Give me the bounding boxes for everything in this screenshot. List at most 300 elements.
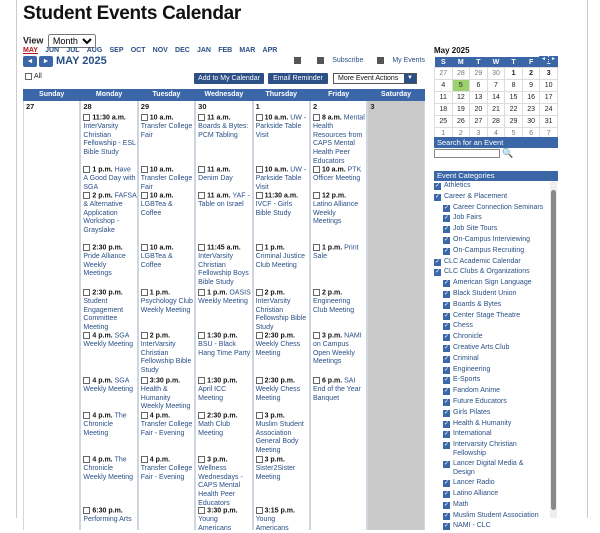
- event-title[interactable]: UW - Parkside Table Visit: [255, 114, 307, 139]
- checkbox-checked-icon[interactable]: ✓: [443, 431, 450, 438]
- mini-day[interactable]: 17: [540, 92, 558, 104]
- event-checkbox[interactable]: [198, 166, 205, 173]
- category-item[interactable]: [443, 279, 547, 288]
- event-checkbox[interactable]: [198, 412, 205, 419]
- mini-day[interactable]: 13: [470, 92, 488, 104]
- event-title[interactable]: LGBTea & Coffee: [140, 201, 173, 217]
- month-link[interactable]: JAN: [196, 47, 211, 54]
- month-link[interactable]: OCT: [130, 47, 146, 54]
- checkbox-checked-icon[interactable]: ✓: [434, 269, 441, 276]
- category-item[interactable]: [443, 322, 547, 331]
- checkbox-checked-icon[interactable]: ✓: [443, 409, 450, 416]
- event-time: 3:30 p.m.: [149, 377, 181, 385]
- event-title[interactable]: Performing Arts: [83, 516, 132, 524]
- event-item[interactable]: [198, 456, 251, 509]
- month-link[interactable]: SEP: [109, 47, 124, 54]
- select-all-label: All: [34, 73, 42, 80]
- mini-day[interactable]: 19: [452, 104, 470, 116]
- event-item[interactable]: [313, 289, 366, 315]
- event-checkbox[interactable]: [141, 456, 148, 463]
- category-label: Math: [453, 500, 469, 508]
- mini-day[interactable]: 5: [505, 128, 523, 140]
- category-item[interactable]: [443, 333, 547, 342]
- mini-day[interactable]: 9: [522, 80, 540, 92]
- event-checkbox[interactable]: [256, 166, 263, 173]
- event-title[interactable]: IVCF - Girls Bible Study: [255, 201, 293, 217]
- event-checkbox[interactable]: [313, 377, 320, 384]
- event-title[interactable]: Math Club Meeting: [198, 421, 231, 437]
- event-checkbox[interactable]: [198, 456, 205, 463]
- event-item[interactable]: [141, 192, 194, 218]
- event-title[interactable]: Have A Good Day with SGA: [83, 166, 136, 191]
- category-item[interactable]: [443, 409, 547, 418]
- event-title[interactable]: Psychology Club Weekly Meeting: [140, 298, 193, 314]
- category-item[interactable]: [443, 214, 547, 223]
- event-item[interactable]: [83, 289, 136, 333]
- month-links: [23, 47, 284, 54]
- mini-day[interactable]: 28: [452, 68, 470, 80]
- event-checkbox[interactable]: [198, 289, 205, 296]
- category-item[interactable]: [443, 420, 547, 429]
- category-list: [434, 182, 558, 530]
- event-checkbox[interactable]: [198, 507, 205, 514]
- event-checkbox[interactable]: [256, 244, 263, 251]
- event-item[interactable]: [83, 377, 136, 395]
- checkbox-checked-icon[interactable]: ✓: [443, 280, 450, 287]
- event-item[interactable]: [141, 244, 194, 270]
- event-title[interactable]: Latino Alliance Weekly Meetings: [312, 201, 359, 226]
- event-title[interactable]: NAMI on Campus Open Weekly Meetings: [312, 332, 362, 366]
- checkbox-checked-icon[interactable]: ✓: [443, 301, 450, 308]
- event-checkbox[interactable]: [141, 289, 148, 296]
- event-item[interactable]: [141, 412, 194, 438]
- checkbox-checked-icon[interactable]: ✓: [443, 420, 450, 427]
- event-item[interactable]: [83, 244, 136, 279]
- mini-day[interactable]: 15: [505, 92, 523, 104]
- event-item[interactable]: [141, 377, 194, 412]
- category-item[interactable]: [443, 460, 547, 477]
- event-checkbox[interactable]: [141, 114, 148, 121]
- category-item[interactable]: [443, 441, 547, 458]
- event-title[interactable]: April ICC Meeting: [198, 386, 227, 402]
- checkbox-checked-icon[interactable]: ✓: [443, 480, 450, 487]
- event-title[interactable]: The Chronicle Weekly Meeting: [83, 456, 134, 481]
- checkbox-checked-icon[interactable]: ✓: [443, 388, 450, 395]
- category-item[interactable]: [434, 182, 547, 191]
- month-link[interactable]: DEC: [175, 47, 190, 54]
- event-checkbox[interactable]: [313, 166, 320, 173]
- event-time: 4 p.m.: [92, 332, 115, 340]
- event-time: 3 p.m.: [207, 456, 228, 464]
- event-title[interactable]: Pride Alliance Weekly Meetings: [83, 253, 126, 278]
- checkbox-checked-icon[interactable]: ✓: [443, 237, 450, 243]
- event-checkbox[interactable]: [83, 166, 90, 173]
- print-icon[interactable]: [288, 57, 303, 64]
- event-item[interactable]: [198, 166, 251, 184]
- month-link[interactable]: NOV: [152, 47, 168, 54]
- event-title[interactable]: Sister2Sister Meeting: [255, 465, 296, 481]
- mini-day[interactable]: 11: [435, 92, 453, 104]
- event-title[interactable]: SAI End of the Year Banquet: [312, 377, 361, 402]
- event-checkbox[interactable]: [141, 192, 148, 199]
- event-title[interactable]: LGBTea & Coffee: [140, 253, 173, 269]
- event-item[interactable]: [83, 192, 136, 236]
- mini-calendar-title: May 2025: [434, 46, 470, 55]
- mini-day[interactable]: 7: [487, 80, 505, 92]
- event-checkbox[interactable]: [141, 166, 148, 173]
- event-item[interactable]: [141, 166, 194, 192]
- event-title[interactable]: The Chronicle Meeting: [83, 412, 127, 437]
- category-label: Engineering: [453, 365, 491, 373]
- mini-day[interactable]: 3: [470, 128, 488, 140]
- category-item[interactable]: [434, 193, 547, 202]
- mini-day[interactable]: 5: [452, 80, 470, 92]
- mini-day[interactable]: 2: [522, 68, 540, 80]
- category-item[interactable]: [443, 225, 547, 234]
- category-label: Intervarsity Christian Fellowship: [453, 441, 517, 457]
- mini-day[interactable]: 4: [487, 128, 505, 140]
- event-title[interactable]: InterVarsity Christian Fellowship - ESL Bible Study: [83, 123, 136, 157]
- mini-day[interactable]: 27: [470, 116, 488, 128]
- event-checkbox[interactable]: [313, 114, 320, 121]
- event-time: 11 a.m.: [207, 192, 233, 200]
- day-cell: [80, 101, 137, 530]
- event-checkbox[interactable]: [198, 192, 205, 199]
- event-checkbox[interactable]: [256, 456, 263, 463]
- mini-day[interactable]: 27: [435, 68, 453, 80]
- event-item[interactable]: [256, 507, 309, 533]
- email-reminder-button[interactable]: Email Reminder: [268, 73, 328, 84]
- event-title[interactable]: Transfer College Fair: [140, 123, 193, 139]
- event-checkbox[interactable]: [256, 507, 263, 514]
- checkbox-checked-icon[interactable]: ✓: [443, 247, 450, 254]
- event-checkbox[interactable]: [83, 192, 90, 199]
- category-item[interactable]: [443, 387, 547, 396]
- checkbox-checked-icon[interactable]: ✓: [443, 334, 450, 341]
- event-checkbox[interactable]: [256, 332, 263, 339]
- checkbox-checked-icon[interactable]: ✓: [443, 312, 450, 319]
- mini-day[interactable]: 2: [452, 128, 470, 140]
- event-title[interactable]: SGA Weekly Meeting: [83, 332, 134, 349]
- event-title[interactable]: SGA Weekly Meeting: [83, 377, 134, 394]
- event-item[interactable]: [198, 377, 251, 403]
- category-item[interactable]: [443, 512, 547, 521]
- checkbox-checked-icon[interactable]: ✓: [443, 355, 450, 362]
- event-title[interactable]: Transfer College Fair: [140, 175, 193, 191]
- event-item[interactable]: [256, 244, 309, 270]
- event-checkbox[interactable]: [256, 412, 263, 419]
- event-time: 10 a.m.: [149, 166, 174, 174]
- event-checkbox[interactable]: [83, 412, 90, 419]
- checkbox-checked-icon[interactable]: ✓: [443, 226, 450, 233]
- event-title[interactable]: Weekly Chess Meeting: [255, 341, 301, 357]
- event-title[interactable]: Mental Health Resources from CAPS Mental Health Peer Educators: [312, 114, 365, 165]
- event-title[interactable]: BSU - Black Hang Time Party: [198, 341, 251, 357]
- month-link[interactable]: FEB: [218, 47, 233, 54]
- event-item[interactable]: [313, 332, 366, 367]
- event-checkbox[interactable]: [141, 244, 148, 251]
- event-item[interactable]: [313, 377, 366, 403]
- event-item[interactable]: [198, 507, 251, 533]
- mini-next-button[interactable]: ►: [549, 56, 558, 63]
- event-item[interactable]: [141, 289, 194, 315]
- event-title[interactable]: Denim Day: [198, 175, 233, 183]
- event-checkbox[interactable]: [198, 332, 205, 339]
- event-checkbox[interactable]: [83, 114, 90, 121]
- search-icon[interactable]: 🔍: [502, 148, 514, 158]
- checkbox-checked-icon[interactable]: ✓: [443, 461, 450, 468]
- mini-day[interactable]: 14: [487, 92, 505, 104]
- mini-day[interactable]: 10: [540, 80, 558, 92]
- month-link[interactable]: JUN: [45, 47, 60, 54]
- event-checkbox[interactable]: [256, 289, 263, 296]
- event-item[interactable]: [83, 412, 136, 438]
- mini-day[interactable]: 25: [435, 116, 453, 128]
- month-link[interactable]: MAY: [23, 47, 38, 54]
- prev-month-button[interactable]: ◄: [23, 56, 37, 67]
- category-item[interactable]: [434, 268, 547, 277]
- checkbox-checked-icon[interactable]: ✓: [443, 291, 450, 297]
- event-item[interactable]: [141, 456, 194, 482]
- category-scrollbar[interactable]: [550, 182, 557, 518]
- checkbox-checked-icon[interactable]: ✓: [443, 399, 450, 405]
- event-time: 2:30 p.m.: [264, 377, 295, 385]
- mini-day[interactable]: 31: [540, 116, 558, 128]
- event-item[interactable]: [198, 114, 251, 140]
- event-item[interactable]: [198, 244, 251, 288]
- checkbox-checked-icon[interactable]: ✓: [443, 442, 450, 449]
- category-item[interactable]: [443, 344, 547, 353]
- event-checkbox[interactable]: [198, 244, 205, 251]
- event-title[interactable]: Young Americans: [255, 516, 289, 532]
- event-item[interactable]: [256, 456, 309, 482]
- category-item[interactable]: [443, 236, 547, 245]
- event-item[interactable]: [198, 192, 251, 210]
- event-title[interactable]: Engineering Club Meeting: [312, 298, 355, 314]
- mini-prev-button[interactable]: ◄: [539, 56, 548, 63]
- event-checkbox[interactable]: [198, 377, 205, 384]
- event-title[interactable]: Health & Humanity Weekly Meeting: [140, 386, 191, 411]
- event-checkbox[interactable]: [256, 114, 263, 121]
- mini-day[interactable]: 1: [435, 128, 453, 140]
- mini-day[interactable]: 18: [435, 104, 453, 116]
- checkbox-checked-icon[interactable]: ✓: [443, 366, 450, 373]
- category-item[interactable]: [443, 430, 547, 439]
- category-item[interactable]: [443, 490, 547, 499]
- month-link[interactable]: MAR: [239, 47, 256, 54]
- event-item[interactable]: [313, 244, 366, 262]
- checkbox-checked-icon[interactable]: ✓: [443, 512, 450, 519]
- search-input[interactable]: [434, 149, 500, 158]
- event-item[interactable]: [313, 192, 366, 227]
- category-label: Fandom Anime: [453, 387, 501, 395]
- event-item[interactable]: [256, 412, 309, 456]
- event-checkbox[interactable]: [83, 244, 90, 251]
- event-checkbox[interactable]: [313, 244, 320, 251]
- calendar-icon: [317, 57, 324, 64]
- checkbox-checked-icon[interactable]: ✓: [434, 183, 441, 189]
- checkbox-checked-icon[interactable]: ✓: [443, 523, 450, 530]
- event-title[interactable]: Muslim Student Association General Body Meeting: [255, 421, 304, 455]
- checkbox-checked-icon[interactable]: ✓: [434, 193, 441, 200]
- event-title[interactable]: Transfer College Fair - Evening: [140, 465, 193, 481]
- category-item[interactable]: [443, 376, 547, 385]
- event-item[interactable]: [83, 456, 136, 482]
- checkbox-checked-icon[interactable]: ✓: [443, 345, 450, 351]
- event-time: 1:30 p.m.: [207, 332, 238, 340]
- event-title[interactable]: PTK Officer Meeting: [312, 166, 362, 183]
- event-checkbox[interactable]: [141, 412, 148, 419]
- subscribe-link[interactable]: Subscribe: [311, 57, 363, 64]
- checkbox-checked-icon[interactable]: ✓: [443, 501, 450, 508]
- event-time: 4 p.m.: [149, 412, 171, 420]
- event-item[interactable]: [198, 332, 251, 358]
- event-title[interactable]: InterVarsity Christian Fellowship Boys Bible Study: [198, 253, 249, 287]
- category-label: Job Site Tours: [453, 225, 498, 233]
- checkbox-checked-icon[interactable]: ✓: [443, 491, 450, 497]
- mini-day[interactable]: 16: [522, 92, 540, 104]
- event-item[interactable]: [141, 332, 194, 376]
- category-item[interactable]: [443, 290, 547, 299]
- select-all[interactable]: [25, 73, 42, 80]
- mini-day[interactable]: 6: [522, 128, 540, 140]
- mini-day[interactable]: 20: [470, 104, 488, 116]
- event-checkbox[interactable]: [141, 377, 148, 384]
- event-checkbox[interactable]: [83, 332, 90, 339]
- event-title[interactable]: Transfer College Fair - Evening: [140, 421, 193, 437]
- view-select[interactable]: [48, 34, 96, 48]
- mini-day[interactable]: 23: [522, 104, 540, 116]
- mini-day[interactable]: 3: [540, 68, 558, 80]
- category-label: Boards & Bytes: [453, 300, 502, 308]
- event-item[interactable]: [256, 192, 309, 218]
- more-actions-dropdown[interactable]: More Event Actions ▼: [333, 73, 417, 84]
- event-item[interactable]: [313, 114, 366, 167]
- mini-day[interactable]: 6: [470, 80, 488, 92]
- event-title[interactable]: Print Sale: [312, 244, 359, 261]
- event-title[interactable]: InterVarsity Christian Fellowship Bible Study: [140, 341, 192, 375]
- event-title[interactable]: OASIS Weekly Meeting: [198, 289, 251, 306]
- mini-day[interactable]: 12: [452, 92, 470, 104]
- checkbox-checked-icon[interactable]: ✓: [443, 215, 450, 222]
- checkbox-checked-icon[interactable]: ✓: [443, 377, 450, 384]
- month-link[interactable]: AUG: [86, 47, 103, 54]
- event-item[interactable]: [83, 332, 136, 350]
- event-title[interactable]: Student Engagement Committee Meeting: [83, 298, 124, 332]
- mini-day[interactable]: 8: [505, 80, 523, 92]
- event-item[interactable]: [83, 114, 136, 158]
- category-label: Athletics: [444, 182, 471, 189]
- my-events-link[interactable]: My Events: [371, 57, 425, 64]
- mini-day[interactable]: 22: [505, 104, 523, 116]
- event-title[interactable]: Criminal Justice Club Meeting: [255, 253, 305, 269]
- mini-day[interactable]: 7: [540, 128, 558, 140]
- add-to-calendar-button[interactable]: Add to My Calendar: [194, 73, 264, 84]
- event-item[interactable]: [198, 412, 251, 438]
- event-time: 3 p.m.: [264, 412, 285, 420]
- mini-day[interactable]: 21: [487, 104, 505, 116]
- mini-day[interactable]: 4: [435, 80, 453, 92]
- event-item[interactable]: [141, 114, 194, 140]
- next-month-button[interactable]: ►: [39, 56, 53, 67]
- event-title[interactable]: Wellness Wednesdays - CAPS Mental Health Peer Educators: [198, 465, 243, 507]
- event-checkbox[interactable]: [198, 114, 205, 121]
- category-label: Muslim Student Association: [453, 511, 539, 519]
- event-item[interactable]: [256, 114, 309, 140]
- event-time: 3:30 p.m.: [207, 507, 238, 515]
- category-item[interactable]: [443, 366, 547, 375]
- checkbox-checked-icon[interactable]: ✓: [443, 323, 450, 330]
- mini-day[interactable]: 30: [487, 68, 505, 80]
- mini-day[interactable]: 1: [505, 68, 523, 80]
- category-item[interactable]: [443, 312, 547, 321]
- event-item[interactable]: [83, 166, 136, 192]
- event-title[interactable]: Boards & Bytes: PCM Tabling: [198, 123, 249, 139]
- checkbox-checked-icon[interactable]: ✓: [443, 204, 450, 211]
- category-item[interactable]: [434, 258, 547, 267]
- event-item[interactable]: [198, 289, 251, 307]
- event-title[interactable]: Weekly Chess Meeting: [255, 386, 301, 402]
- event-checkbox[interactable]: [83, 377, 90, 384]
- event-checkbox[interactable]: [256, 377, 263, 384]
- view-label: View: [23, 35, 44, 46]
- event-checkbox[interactable]: [141, 332, 148, 339]
- month-link[interactable]: APR: [262, 47, 278, 54]
- event-checkbox[interactable]: [83, 507, 90, 514]
- category-item[interactable]: [443, 398, 547, 407]
- event-title[interactable]: InterVarsity Christian Fellowship Bible Study: [255, 298, 307, 332]
- event-item[interactable]: [83, 507, 136, 525]
- event-item[interactable]: [256, 377, 309, 403]
- page-title: Student Events Calendar: [23, 3, 241, 24]
- checkbox-checked-icon[interactable]: ✓: [434, 258, 441, 265]
- category-item[interactable]: [443, 501, 547, 510]
- event-checkbox[interactable]: [313, 332, 320, 339]
- category-item[interactable]: [443, 247, 547, 256]
- event-checkbox[interactable]: [83, 289, 90, 296]
- select-all-checkbox[interactable]: [25, 73, 32, 80]
- event-item[interactable]: [256, 289, 309, 333]
- event-item[interactable]: [313, 166, 366, 184]
- event-checkbox[interactable]: [83, 456, 90, 463]
- event-title[interactable]: UW - Parkside Table Visit: [255, 166, 307, 191]
- mini-day[interactable]: 30: [522, 116, 540, 128]
- weekday-label: Monday: [95, 91, 123, 98]
- scrollbar-thumb[interactable]: [551, 190, 556, 510]
- mini-day[interactable]: 29: [505, 116, 523, 128]
- category-item[interactable]: [443, 204, 547, 213]
- event-item[interactable]: [256, 332, 309, 358]
- category-item[interactable]: [443, 522, 547, 531]
- category-item[interactable]: [443, 479, 547, 488]
- category-item[interactable]: [443, 301, 547, 310]
- event-title[interactable]: YAF - Table on Israel: [198, 192, 250, 209]
- weekday-label: Saturday: [381, 91, 412, 98]
- mini-day[interactable]: 24: [540, 104, 558, 116]
- event-title[interactable]: FAFSA & Alternative Application Workshop - Grayslake: [83, 192, 137, 235]
- mini-day[interactable]: 29: [470, 68, 488, 80]
- mini-day[interactable]: 26: [452, 116, 470, 128]
- mini-day[interactable]: 28: [487, 116, 505, 128]
- event-title[interactable]: Young Americans: [198, 516, 232, 532]
- event-item[interactable]: [256, 166, 309, 192]
- month-link[interactable]: JUL: [66, 47, 80, 54]
- event-checkbox[interactable]: [256, 192, 263, 199]
- category-item[interactable]: [443, 355, 547, 364]
- event-checkbox[interactable]: [313, 192, 320, 199]
- event-checkbox[interactable]: [313, 289, 320, 296]
- event-time: 2:30 p.m.: [264, 332, 295, 340]
